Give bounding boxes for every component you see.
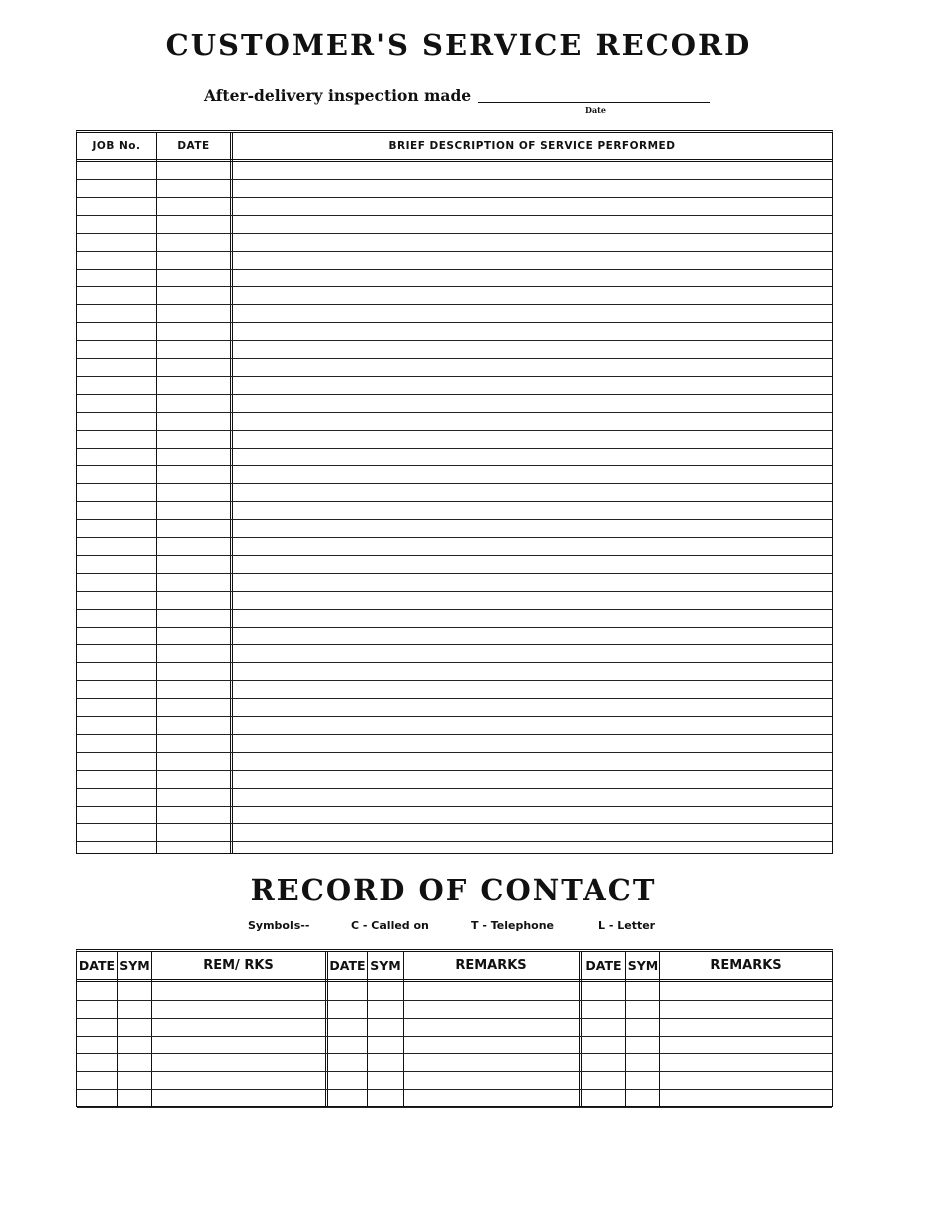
service-row-line[interactable] [77, 179, 832, 180]
symbols-label: Symbols-- [248, 919, 310, 932]
service-row-line[interactable] [77, 412, 832, 413]
symbol-called-on: C - Called on [351, 919, 429, 932]
service-row-line[interactable] [77, 215, 832, 216]
service-row-line[interactable] [77, 823, 832, 824]
column-divider [230, 133, 233, 853]
symbol-letter: L - Letter [598, 919, 656, 932]
contact-row-line[interactable] [77, 1089, 832, 1090]
contact-table-header [77, 952, 832, 982]
symbol-telephone: T - Telephone [471, 919, 555, 932]
service-row-line[interactable] [77, 519, 832, 520]
service-row-line[interactable] [77, 555, 832, 556]
column-divider [403, 952, 404, 1106]
header-job-no: JOB No. [92, 140, 141, 152]
service-row-line[interactable] [77, 501, 832, 502]
service-row-line[interactable] [77, 644, 832, 645]
page-title: CUSTOMER'S SERVICE RECORD [165, 28, 752, 62]
service-row-line[interactable] [77, 573, 832, 574]
column-divider [625, 952, 626, 1106]
service-row-line[interactable] [77, 734, 832, 735]
contact-row-line[interactable] [77, 1000, 832, 1001]
date-caption: Date [585, 105, 606, 115]
service-row-line[interactable] [77, 465, 832, 466]
service-row-line[interactable] [77, 841, 832, 842]
column-divider [659, 952, 660, 1106]
contact-row-line[interactable] [77, 1018, 832, 1019]
service-row-line[interactable] [77, 269, 832, 270]
service-row-line[interactable] [77, 609, 832, 610]
service-row-line[interactable] [77, 752, 832, 753]
service-row-line[interactable] [77, 376, 832, 377]
inspection-label: After-delivery inspection made [204, 86, 472, 105]
header-date-1: DATE [78, 958, 116, 973]
header-remarks-3: REMARKS [710, 958, 782, 973]
service-row-line[interactable] [77, 197, 832, 198]
inspection-date-field[interactable] [478, 102, 710, 103]
service-row-line[interactable] [77, 340, 832, 341]
contact-row-line[interactable] [77, 1107, 832, 1108]
service-row-line[interactable] [77, 304, 832, 305]
header-sym-3: SYM [627, 958, 659, 973]
service-row-line[interactable] [77, 251, 832, 252]
service-row-line[interactable] [77, 662, 832, 663]
service-row-line[interactable] [77, 788, 832, 789]
header-sym-1: SYM [119, 958, 150, 973]
service-row-line[interactable] [77, 394, 832, 395]
service-row-line[interactable] [77, 537, 832, 538]
service-row-line[interactable] [77, 680, 832, 681]
header-date-2: DATE [329, 958, 366, 973]
header-date-3: DATE [585, 958, 622, 973]
contact-table [76, 949, 833, 1107]
service-row-line[interactable] [77, 698, 832, 699]
service-row-line[interactable] [77, 430, 832, 431]
header-sym-2: SYM [370, 958, 401, 973]
service-row-line[interactable] [77, 358, 832, 359]
service-row-line[interactable] [77, 448, 832, 449]
contact-row-line[interactable] [77, 1071, 832, 1072]
service-table-header [77, 133, 832, 162]
service-row-line[interactable] [77, 233, 832, 234]
column-divider [151, 952, 152, 1106]
service-row-line[interactable] [77, 627, 832, 628]
header-remarks-2: REMARKS [455, 958, 527, 973]
contact-row-line[interactable] [77, 1036, 832, 1037]
contact-row-line[interactable] [77, 1053, 832, 1054]
column-divider [156, 133, 157, 853]
service-row-line[interactable] [77, 806, 832, 807]
service-row-line[interactable] [77, 322, 832, 323]
service-row-line[interactable] [77, 770, 832, 771]
service-row-line[interactable] [77, 286, 832, 287]
header-description: BRIEF DESCRIPTION OF SERVICE PERFORMED [388, 140, 676, 152]
service-row-line[interactable] [77, 483, 832, 484]
column-divider [117, 952, 118, 1106]
service-row-line[interactable] [77, 716, 832, 717]
service-row-line[interactable] [77, 591, 832, 592]
column-divider [579, 952, 582, 1106]
header-date: DATE [177, 140, 210, 152]
column-divider [367, 952, 368, 1106]
column-divider [325, 952, 328, 1106]
contact-title: RECORD OF CONTACT [250, 873, 657, 907]
header-remarks-1: REM/ RKS [203, 958, 274, 973]
service-table [76, 130, 833, 854]
